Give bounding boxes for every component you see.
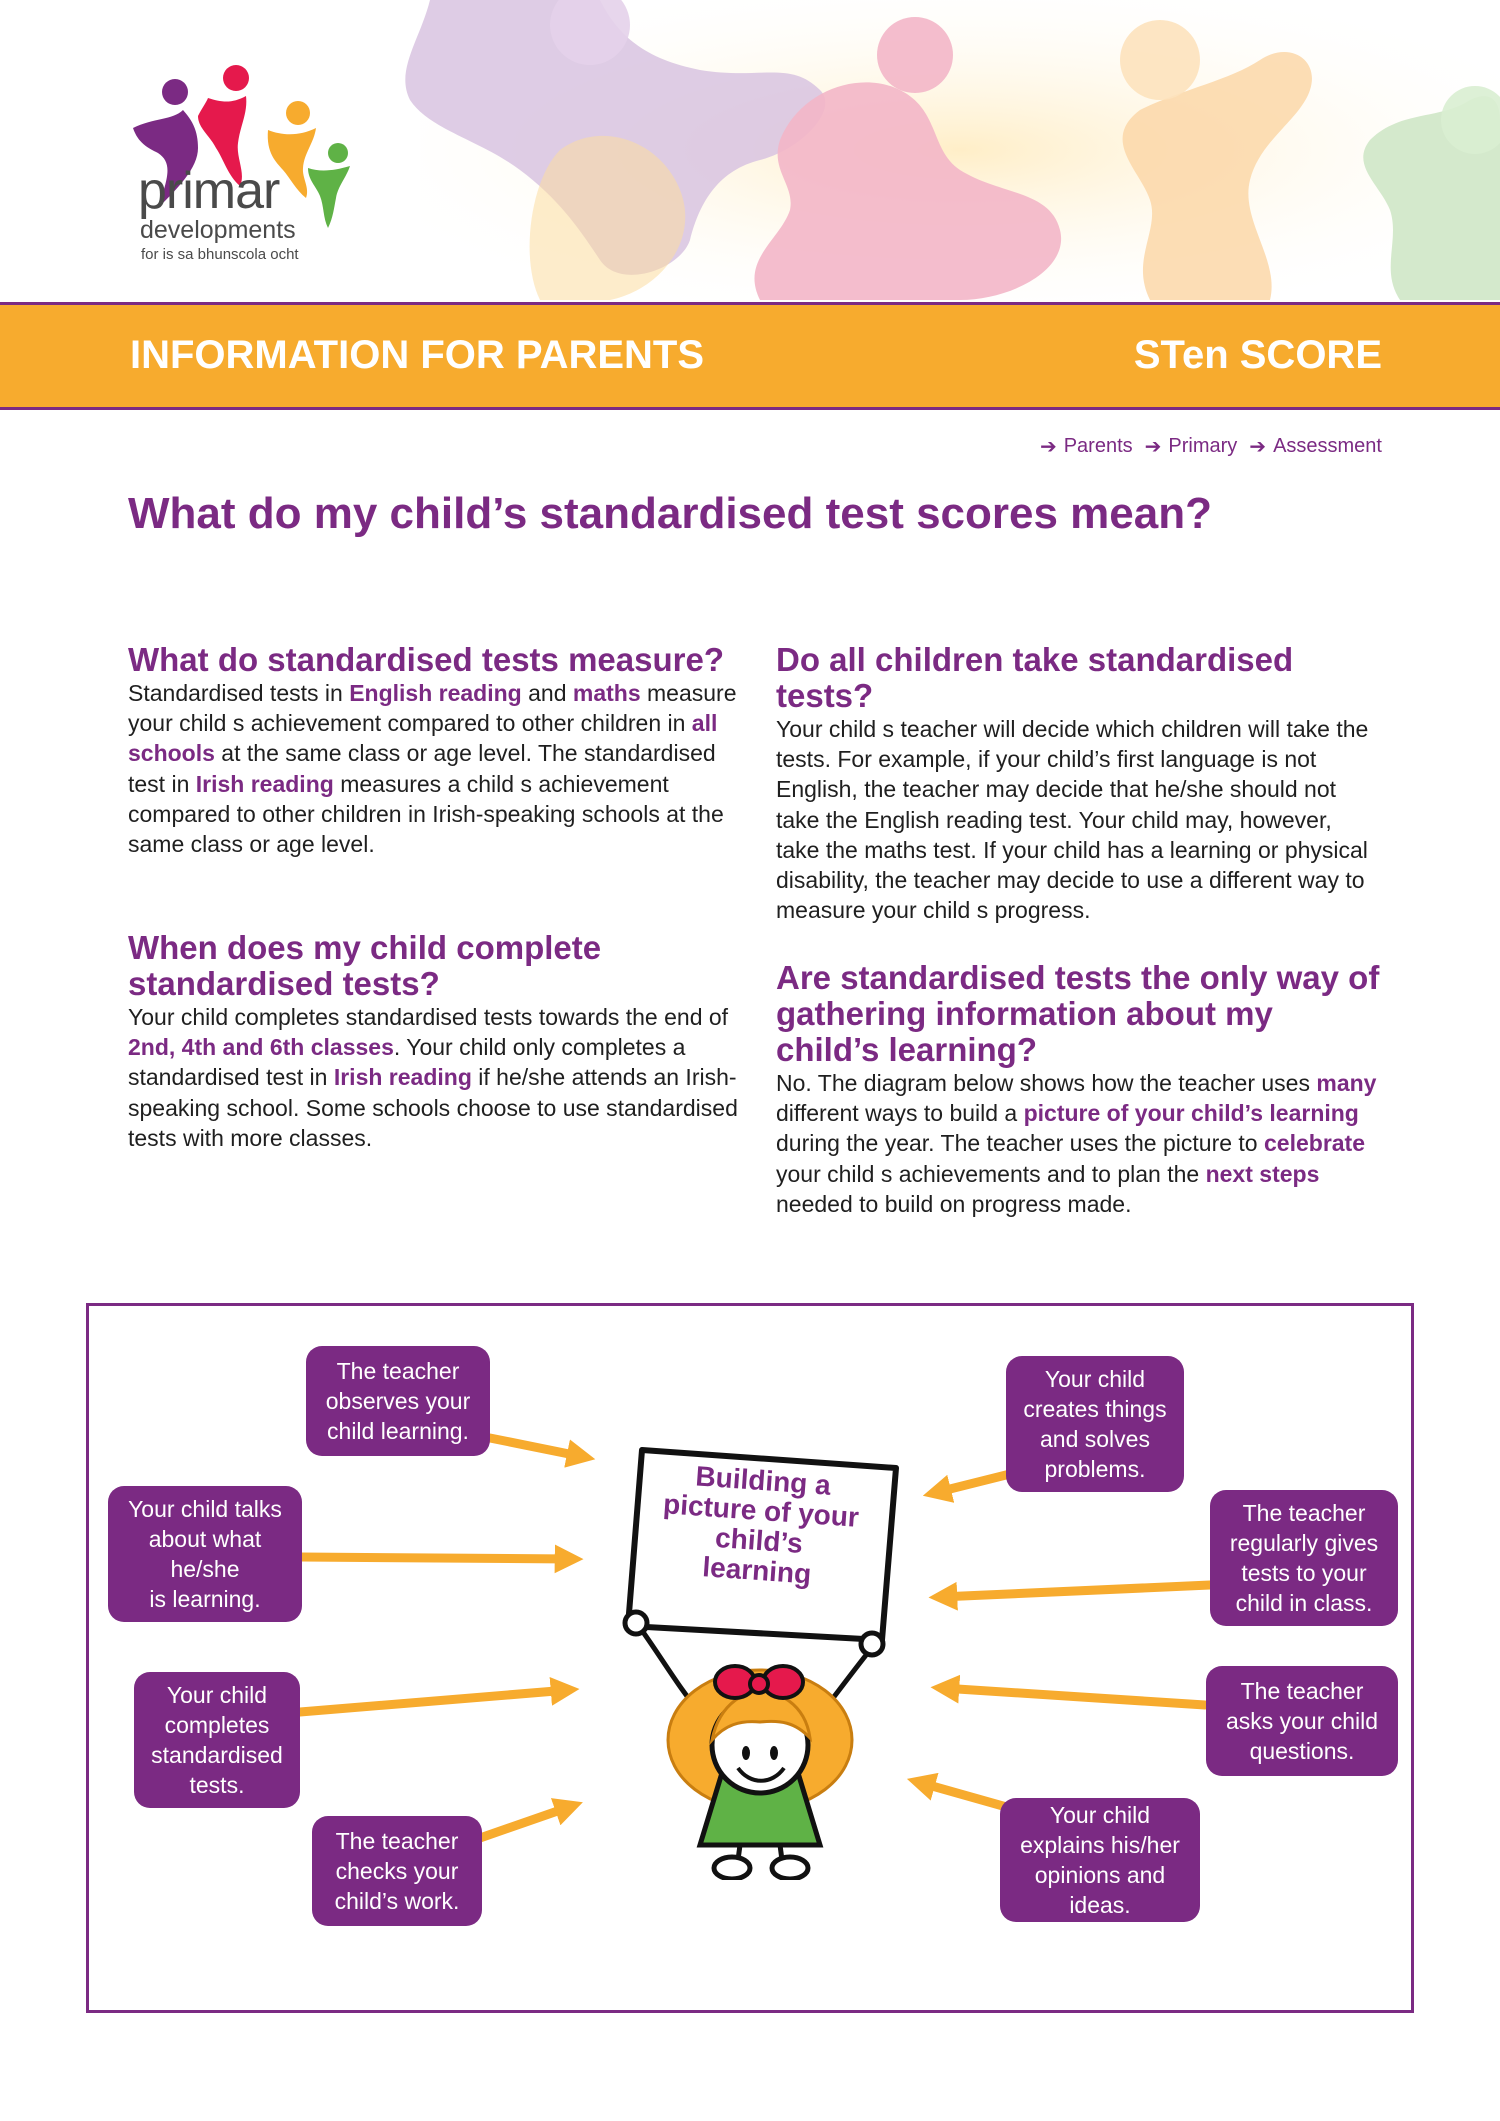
bubble-teacher-asks: The teacher asks your child questions.	[1206, 1666, 1398, 1776]
section-heading: When does my child complete standardised tests?	[128, 929, 602, 1002]
bubble-teacher-observes: The teacher observes your child learning.	[306, 1346, 490, 1456]
header-banner	[0, 302, 1500, 410]
sign-caption: Building a picture of your child’s learning	[662, 1460, 860, 1590]
section-all-children	[776, 642, 1381, 925]
section-body: Your child s teacher will decide which children will take the tests. For example, if your child’s first language is not English, the teacher may decide that he/she should not take the English reading test. Your child may, however, take the maths test. If your child has a learning or physical disability, the teacher may decide to use a different way to measure your child s progress.	[776, 716, 1369, 924]
section-heading: Are standardised tests the only way of gathering information about my child’s learning?	[776, 959, 1380, 1068]
banner-topic: STen SCORE	[1133, 333, 1382, 377]
bubble-child-creates: Your child creates things and solves problems.	[1006, 1356, 1184, 1492]
section-body: Your child completes standardised tests towards the end of 2nd, 4th and 6th classes. Your child only completes a standardised test in Irish reading if he/she attends an Irish-speaking school. Some schools choose to use standardised tests with more classes.	[128, 1004, 738, 1151]
breadcrumb-item-primary[interactable]	[1145, 434, 1238, 459]
section-heading: Do all children take standardised tests?	[776, 641, 1294, 714]
arrow-right-icon: ➔	[1249, 436, 1267, 458]
arrow-right-icon: ➔	[1144, 436, 1162, 458]
bubble-teacher-gives-tests: The teacher regularly gives tests to your child in class.	[1210, 1490, 1398, 1626]
bubble-teacher-checks: The teacher checks your child’s work.	[312, 1816, 482, 1926]
breadcrumb-item-parents[interactable]	[1040, 434, 1133, 459]
section-body: Standardised tests in English reading and maths measure your child s achievement compared to other children in all schools at the same class or age level. The standardised test in Irish reading measures a child s achievement compared to other children in Irish-speaking schools at the same class or age level.	[128, 680, 737, 858]
breadcrumb	[1040, 434, 1382, 459]
section-only-way	[776, 960, 1381, 1219]
bubble-child-talks: Your child talks about what he/she is learning.	[108, 1486, 302, 1622]
section-what-measure	[128, 642, 753, 859]
logo-wordmark: primar	[138, 162, 280, 220]
breadcrumb-item-assessment[interactable]	[1249, 434, 1382, 459]
breadcrumb-label: Primary	[1168, 435, 1238, 457]
bubble-child-completes: Your child completes standardised tests.	[134, 1672, 300, 1808]
page-title: What do my child’s standardised test scores mean?	[128, 489, 1212, 538]
bubble-child-explains: Your child explains his/her opinions and ideas.	[1000, 1798, 1200, 1922]
breadcrumb-label: Assessment	[1273, 435, 1382, 457]
banner-title: INFORMATION FOR PARENTS	[130, 333, 705, 377]
section-heading: What do standardised tests measure?	[128, 641, 724, 678]
section-when-complete	[128, 930, 753, 1153]
breadcrumb-label: Parents	[1063, 435, 1133, 457]
logo-tagline: for is sa bhunscola ocht	[141, 246, 299, 263]
section-body: No. The diagram below shows how the teacher uses many different ways to build a picture of your child’s learning during the year. The teacher uses the picture to celebrate your child s achievements and to plan the next steps needed to build on progress made.	[776, 1070, 1377, 1217]
logo-subtitle: developments	[140, 216, 296, 244]
arrow-right-icon: ➔	[1039, 436, 1057, 458]
